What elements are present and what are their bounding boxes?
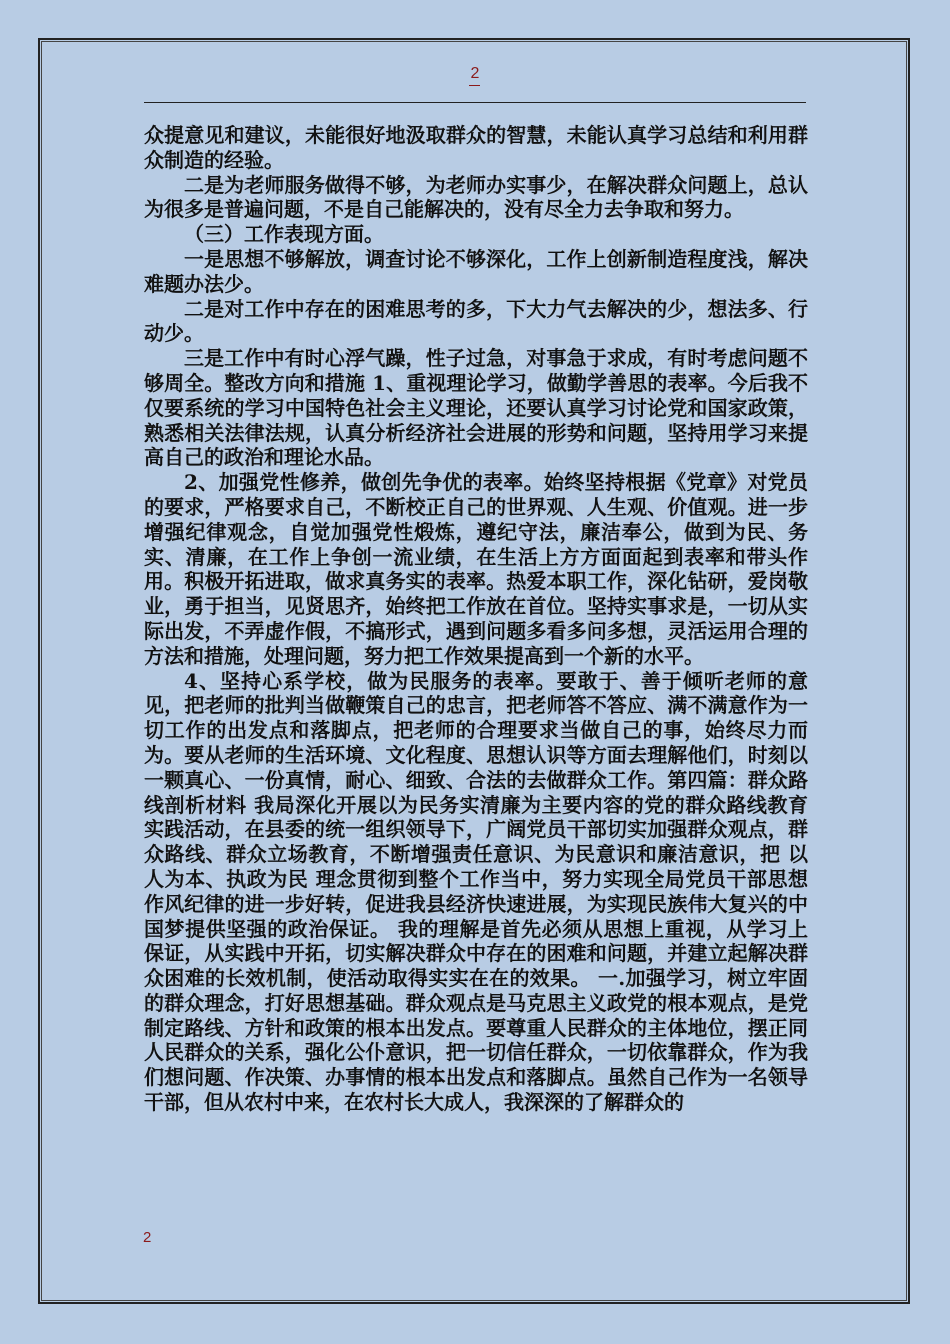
header-rule bbox=[144, 102, 806, 103]
header-page-number-underline bbox=[469, 85, 480, 86]
paragraph: 4、坚持心系学校，做为民服务的表率。要敢于、善于倾听老师的意见，把老师的批判当做鞭策自己的忠言，把老师答不答应、满不满意作为一切工作的出发点和落脚点，把老师的合理要求当做自己的事，始终尽力而为。要从老师的生活环境、文化程度、思想认识等方面去理解他们，时刻以一颗真心、一份真情，耐心、细致、合法的去做群众工作。第四篇：群众路线剖析材料 我局深化开展以为民务实清廉为主要内容的党的群众路线教育实践活动，在县委的统一组织领导下，广阔党员干部切实加强群众观点，群众路线、群众立场教育，不断增强责任意识、为民意识和廉洁意识，把 以人为本、执政为民 理念贯彻到整个工作当中，努力实现全局党员干部思想作风纪律的进一步好转，促进我县经济快速进展，为实现民族伟大复兴的中国梦提供坚强的政治保证。 我的理解是首先必须从思想上重视，从学习上保证，从实践中开拓，切实解决群众中存在的困难和问题，并建立起解决群众困难的长效机制，使活动取得实实在在的效果。 一.加强学习，树立牢固的群众理念，打好思想基础。群众观点是马克思主义政党的根本观点，是党制定路线、方针和政策的根本出发点。要尊重人民群众的主体地位，摆正同人民群众的关系，强化公仆意识，把一切信任群众，一切依靠群众，作为我们想问题、作决策、办事情的根本出发点和落脚点。虽然自己作为一名领导干部，但从农村中来，在农村长大成人，我深深的了解群众的 bbox=[144, 668, 808, 1115]
paragraph: 二是为老师服务做得不够，为老师办实事少，在解决群众问题上，总认为很多是普遍问题，不是自己能解决的，没有尽全力去争取和努力。 bbox=[144, 172, 808, 222]
paragraph: 众提意见和建议，未能很好地汲取群众的智慧，未能认真学习总结和利用群众制造的经验。 bbox=[144, 123, 808, 172]
paragraph: 2、加强党性修养，做创先争优的表率。始终坚持根据《党章》对党员的要求，严格要求自己，不断校正自己的世界观、人生观、价值观。进一步增强纪律观念，自觉加强党性煅炼，遵纪守法，廉洁奉公，做到为民、务实、清廉，在工作上争创一流业绩，在生活上方方面面起到表率和带头作用。积极开拓进取，做求真务实的表率。热爱本职工作，深化钻研，爱岗敬业，勇于担当，见贤思齐，始终把工作放在首位。坚持实事求是，一切从实际出发，不弄虚作假，不搞形式，遇到问题多看多问多想，灵活运用合理的方法和措施，处理问题，努力把工作效果提高到一个新的水平。 bbox=[144, 470, 808, 668]
footer-page-number: 2 bbox=[143, 1229, 152, 1246]
paragraph: 一是思想不够解放，调查讨论不够深化，工作上创新制造程度浅，解决难题办法少。 bbox=[144, 246, 808, 296]
paragraph: 三是工作中有时心浮气躁，性子过急，对事急于求成，有时考虑问题不够周全。整改方向和措施 1、重视理论学习，做勤学善思的表率。今后我不仅要系统的学习中国特色社会主义理论，还要认真学习讨论党和国家政策，熟悉相关法律法规，认真分析经济社会进展的形势和问题，坚持用学习来提高自己的政治和理论水品。 bbox=[144, 346, 808, 470]
header-page-number: 2 bbox=[470, 65, 480, 82]
document-body bbox=[144, 123, 808, 1115]
paragraph: 二是对工作中存在的困难思考的多，下大力气去解决的少，想法多、行动少。 bbox=[144, 296, 808, 346]
section-heading: （三）工作表现方面。 bbox=[184, 222, 384, 247]
